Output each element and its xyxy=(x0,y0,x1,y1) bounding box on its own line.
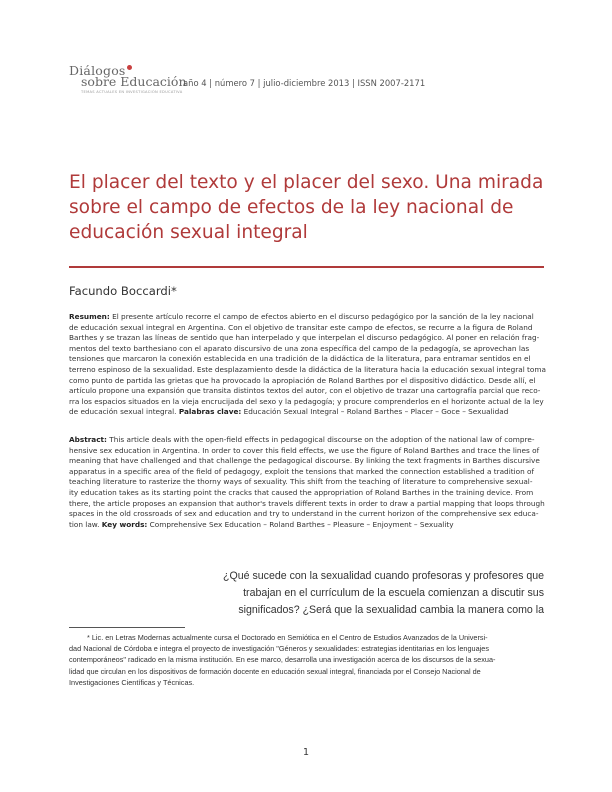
resumen-line: Resumen: El presente artículo recorre el campo de efectos abierto en el discurso pedagógico por la sanción de la ley nacional xyxy=(69,312,534,321)
palabras-clave-label: Palabras clave: xyxy=(178,407,242,417)
abstract-line: spaces in the old crossroads of sex and education and try to understand in the current horizon of the comprehensive sex educa- xyxy=(69,509,539,519)
key-words: Comprehensive Sex Education – Roland Barthes – Pleasure – Enjoyment – Sexuality xyxy=(147,519,454,529)
resumen-line: artículo propone una expansión que transita distintos textos del autor, con el objetivo de trazar una cartografía parcial que reco- xyxy=(69,386,541,396)
title-divider xyxy=(69,266,544,268)
abstract-line: ity education takes as its starting point the cracks that caused the appropriation of Roland Barthes in the training device. From xyxy=(69,487,534,497)
abstract-last-line: tion law. Key words: Comprehensive Sex Education – Roland Barthes – Pleasure – Enjoyment – Sexuality xyxy=(69,519,454,529)
footnote-line: Investigaciones Científicas y Técnicas. xyxy=(69,677,195,687)
abstract-line: teaching literature to rasterize the thorny ways of sexuality. This shift from the teaching of literature to comprehensive sexual- xyxy=(69,477,533,487)
intro-line: trabajan en el currículum de la escuela comienzan a discutir sus xyxy=(243,587,544,600)
footnote-line: lidad que circulan en los dispositivos de formación docente en educación sexual integral, financiada por el Consejo Nacional de xyxy=(69,666,481,676)
page-number: 1 xyxy=(302,747,310,758)
resumen-line: de educación sexual integral en Argentina. Con el objetivo de transitar este campo de efectos, se recurre a la figura de Roland xyxy=(69,322,533,332)
resumen-block xyxy=(69,312,546,418)
footnote-line: contemporáneos" radicado en la misma institución. En ese marco, desarrolla una investigación acerca de los discursos de la sexua- xyxy=(69,655,496,665)
footnote-line: dad Nacional de Córdoba e integra el proyecto de investigación "Géneros y sexualidades: estrategias identitarias en los lenguajes xyxy=(69,644,489,654)
key-words-label: Key words: xyxy=(101,519,148,529)
journal-logo xyxy=(69,63,187,97)
author-name: Facundo Boccardi* xyxy=(69,284,177,298)
resumen-line: Barthes y se trazan las líneas de sentido que han interpelado y que interpelan el discurso pedagógico. Al poner en relación frag- xyxy=(69,333,540,343)
title-line: El placer del texto y el placer del sexo. Una mirada xyxy=(69,172,544,193)
abstract-line: apparatus in a specific area of the field of pedagogy, exploit the tensions that marked the connection established a tradition of xyxy=(69,466,535,476)
logo-tagline: TEMAS ACTUALES EN INVESTIGACIÓN EDUCATIVA xyxy=(81,90,183,94)
intro-line: ¿Qué sucede con la sexualidad cuando profesoras y profesores que xyxy=(223,570,544,582)
article-title xyxy=(69,170,549,245)
intro-paragraph xyxy=(220,568,544,620)
resumen-line: rra los espacios situados en la vieja encrucijada del sexo y la pedagogía; y procure comprenderlos en el horizonte actual de la ley xyxy=(69,396,544,406)
issue-info: año 4 | número 7 | julio-diciembre 2013 | ISSN 2007-2171 xyxy=(183,78,426,88)
abstract-line: Abstract: This article deals with the open-field effects in pedagogical discourse on the adoption of the national law of compre- xyxy=(69,435,535,444)
abstract-block xyxy=(69,435,546,530)
resumen-line: tensiones que marcaron la conexión establecida en una tradición de la didáctica de la literatura, para entramar sentidos en el xyxy=(69,354,531,364)
title-line: educación sexual integral xyxy=(69,222,308,243)
resumen-line: mentos del texto barthesiano con el aparato discursivo de una zona específica del campo de la pedagogía, se aprovechan las xyxy=(69,343,530,353)
footnote-line: * Lic. en Letras Modernas actualmente cursa el Doctorado en Semiótica en el Centro de Estudios Avanzados de la Universi- xyxy=(87,633,488,642)
logo-line-2: sobre Educación xyxy=(81,74,187,89)
logo-line-1: Diálogos xyxy=(69,63,132,78)
resumen-line: como punto de partida las grietas que ha provocado la apropiación de Roland Barthes por el dispositivo didáctico. Desde allí, el xyxy=(69,375,536,385)
footnote-rule xyxy=(69,627,185,628)
abstract-line: hensive sex education in Argentina. In order to cover this field effects, we use the figure of Roland Barthes and trace the lines of xyxy=(69,445,540,455)
title-line: sobre el campo de efectos de la ley nacional de xyxy=(69,197,514,218)
resumen-line: terreno espinoso de la sexualidad. Este desplazamiento desde la didáctica de la literatura hacia la educación sexual integral toma xyxy=(69,364,546,374)
abstract-line: meaning that have challenged and that challenge the pedagogical discourse. By linking the text fragments in Barthes discursive xyxy=(69,456,540,466)
logo-dot xyxy=(127,65,132,70)
resumen-last-line: de educación sexual integral. Palabras clave: Educación Sexual Integral – Roland Barthes – Placer – Goce – Sexualidad xyxy=(69,407,509,417)
footnote xyxy=(69,632,546,688)
intro-line: significados? ¿Será que la sexualidad cambia la manera como la xyxy=(238,604,544,617)
resumen-label: Resumen: xyxy=(69,312,110,321)
abstract-line: there, the article proposes an expansion that author's travels different texts in order to draw a partial mapping that loops through xyxy=(69,498,545,508)
abstract-label: Abstract: xyxy=(69,435,107,444)
palabras-clave: Educación Sexual Integral – Roland Barthes – Placer – Goce – Sexualidad xyxy=(241,407,509,417)
